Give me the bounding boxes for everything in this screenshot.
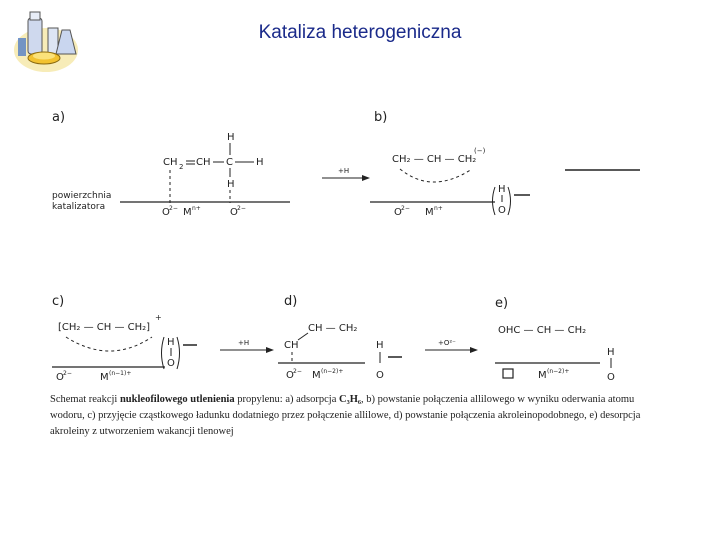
svg-text:2: 2 <box>179 163 184 171</box>
svg-text:H: H <box>256 157 264 168</box>
svg-text:(n−1)+: (n−1)+ <box>109 370 132 377</box>
page-title: Kataliza heterogeniczna <box>258 22 462 43</box>
svg-text:[CH₂ — CH — CH₂]: [CH₂ — CH — CH₂] <box>58 322 151 333</box>
svg-text:2−: 2− <box>237 205 246 212</box>
svg-text:(n−2)+: (n−2)+ <box>321 368 344 375</box>
svg-text:(n−2)+: (n−2)+ <box>547 368 570 375</box>
svg-text:CH — CH₂: CH — CH₂ <box>308 323 358 334</box>
svg-text:2−: 2− <box>293 368 302 375</box>
svg-text:M: M <box>100 372 109 383</box>
svg-text:CH: CH <box>196 157 211 168</box>
svg-text:H: H <box>227 179 235 190</box>
svg-text:O: O <box>167 358 175 369</box>
arrow-label: +H <box>238 339 250 347</box>
svg-text:2−: 2− <box>169 205 178 212</box>
svg-text:O: O <box>286 370 294 381</box>
scheme-caption: Schemat reakcji nukleofilowego utlenienia propylenu: a) adsorpcja C₃H₆, b) powstanie połączenia allilowego w wyniku oderwania atomu wodoru, c) przyjęcie cząstkowego ładunku dodatniego przez połączenie allilowe, d) powstanie połączenia akroleinopodobnego, e) desorpcja akroleiny z utworzeniem wakancji tlenowej <box>50 394 641 437</box>
svg-text:CH: CH <box>284 340 299 351</box>
panel-label-e: e) <box>495 296 509 311</box>
svg-text:2−: 2− <box>401 205 410 212</box>
svg-text:M: M <box>538 370 547 381</box>
panel-label-a: a) <box>52 110 66 125</box>
svg-text:M: M <box>183 207 192 218</box>
svg-text:CH: CH <box>163 157 178 168</box>
svg-text:O: O <box>607 372 615 383</box>
svg-text:O: O <box>230 207 238 218</box>
svg-text:(−): (−) <box>474 147 486 155</box>
svg-text:H: H <box>167 337 175 348</box>
panel-e <box>495 325 615 383</box>
svg-text:O: O <box>56 372 64 383</box>
svg-text:O: O <box>394 207 402 218</box>
svg-text:CH₂ — CH — CH₂: CH₂ — CH — CH₂ <box>392 154 477 165</box>
svg-text:O: O <box>162 207 170 218</box>
svg-text:n+: n+ <box>434 205 443 212</box>
panel-a <box>52 132 290 218</box>
svg-text:M: M <box>312 370 321 381</box>
svg-text:O: O <box>376 370 384 381</box>
svg-text:H: H <box>607 347 615 358</box>
svg-text:OHC — CH — CH₂: OHC — CH — CH₂ <box>498 325 587 336</box>
svg-text:n+: n+ <box>192 205 201 212</box>
surface-label: katalizatora <box>52 202 106 212</box>
panel-label-d: d) <box>284 294 298 309</box>
reaction-scheme <box>40 95 660 395</box>
panel-label-c: c) <box>52 294 65 309</box>
panel-label-b: b) <box>374 110 388 125</box>
arrow-label: +O²⁻ <box>438 339 456 347</box>
svg-text:H: H <box>498 184 506 195</box>
svg-text:2−: 2− <box>63 370 72 377</box>
svg-text:H: H <box>227 132 235 143</box>
svg-text:C: C <box>226 157 233 168</box>
svg-text:O: O <box>498 205 506 216</box>
svg-text:H: H <box>376 340 384 351</box>
arrow-label: +H <box>338 167 350 175</box>
svg-text:+: + <box>155 313 162 322</box>
svg-text:M: M <box>425 207 434 218</box>
panel-b <box>370 147 640 218</box>
panel-d <box>278 323 402 381</box>
panel-c <box>52 313 197 383</box>
surface-label: powierzchnia <box>52 191 112 201</box>
